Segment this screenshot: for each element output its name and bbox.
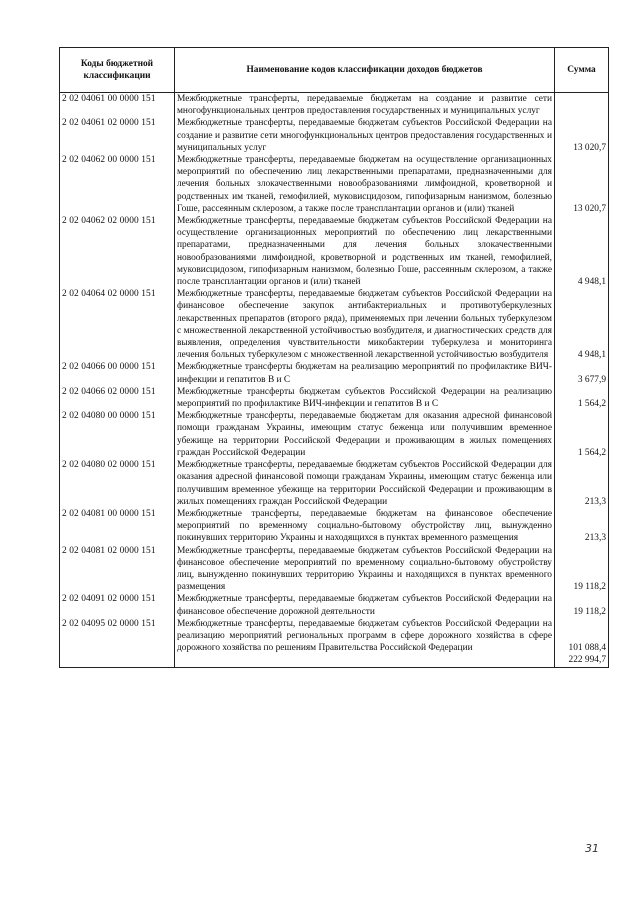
table-row xyxy=(60,288,609,361)
row-name: Межбюджетные трансферты, передаваемые бюджетам субъектов Российской Федерации на финансовое обеспечение дорожной деятельности xyxy=(175,593,555,617)
table-row xyxy=(60,154,609,215)
table-row xyxy=(60,361,609,385)
row-code: 2 02 04091 02 0000 151 xyxy=(60,593,175,617)
row-code: 2 02 04061 02 0000 151 xyxy=(60,117,175,154)
row-sum: 4 948,1 xyxy=(555,288,609,361)
row-sum: 4 948,1 xyxy=(555,215,609,288)
handwritten-page-number: 31 xyxy=(585,842,599,855)
row-sum: 19 118,2 xyxy=(555,545,609,594)
row-sum xyxy=(555,93,609,118)
table-row xyxy=(60,93,609,118)
row-code: 2 02 04066 02 0000 151 xyxy=(60,386,175,410)
row-code: 2 02 04062 02 0000 151 xyxy=(60,215,175,288)
header-code: Коды бюджетной классификации xyxy=(60,48,175,93)
row-code xyxy=(60,654,175,667)
header-sum: Сумма xyxy=(555,48,609,93)
row-code: 2 02 04081 00 0000 151 xyxy=(60,508,175,545)
row-code: 2 02 04080 02 0000 151 xyxy=(60,459,175,508)
row-name: Межбюджетные трансферты, передаваемые бюджетам субъектов Российской Федерации на реализацию мероприятий региональных программ в сфере дорожного хозяйства в сфере дорожного хозяйства по решениям Правительства Российской Федерации xyxy=(175,618,555,655)
table-row xyxy=(60,654,609,667)
row-sum: 19 118,2 xyxy=(555,593,609,617)
row-code: 2 02 04095 02 0000 151 xyxy=(60,618,175,655)
row-name: Межбюджетные трансферты бюджетам субъектов Российской Федерации на реализацию мероприятий по профилактике ВИЧ-инфекции и гепатитов В и С xyxy=(175,386,555,410)
row-code: 2 02 04066 00 0000 151 xyxy=(60,361,175,385)
header-name: Наименование кодов классификации доходов бюджетов xyxy=(175,48,555,93)
row-code: 2 02 04064 02 0000 151 xyxy=(60,288,175,361)
row-name: Межбюджетные трансферты, передаваемые бюджетам для оказания адресной финансовой помощи гражданам Украины, имеющим статус беженца или получившим временное убежище на территории Российской Федерации и проживающим в жилых помещениях граждан Российской Федерации xyxy=(175,410,555,459)
row-sum: 13 020,7 xyxy=(555,117,609,154)
row-sum: 13 020,7 xyxy=(555,154,609,215)
row-sum: 3 677,9 xyxy=(555,361,609,385)
row-name: Межбюджетные трансферты, передаваемые бюджетам субъектов Российской Федерации на осуществление организационных мероприятий по обеспечению лиц лекарственными препаратами, предназначенными для лечения больных злокачественными новообразованиями лимфоидной, кроветворной и родственных им тканей, гемофилией, муковисцидозом, гипофизарным нанизмом, болезнью Гоше, рассеянным склерозом, а также после трансплантации органов и (или) тканей xyxy=(175,215,555,288)
row-name: Межбюджетные трансферты, передаваемые бюджетам на создание и развитие сети многофункциональных центров предоставления государственных и муниципальных услуг xyxy=(175,93,555,118)
row-name: Межбюджетные трансферты, передаваемые бюджетам на осуществление организационных мероприятий по обеспечению лиц лекарственными препаратами, предназначенными для лечения больных злокачественными новообразованиями лимфоидной, кроветворной и родственных им тканей, гемофилией, муковисцидозом, гипофизарным нанизмом, болезнью Гоше, рассеянным склерозом, а также после трансплантации органов и (или) тканей xyxy=(175,154,555,215)
table-row xyxy=(60,117,609,154)
row-name: Межбюджетные трансферты, передаваемые бюджетам субъектов Российской Федерации на финансовое обеспечение мероприятий по временному социально-бытовому обустройству лиц, вынужденно покинувших территорию Украины и находящихся в пунктах временного размещения xyxy=(175,545,555,594)
row-name: Межбюджетные трансферты, передаваемые бюджетам на финансовое обеспечение мероприятий по временному социально-бытовому обустройству лиц, вынужденно покинувших территорию Украины и находящихся в пунктах временного размещения xyxy=(175,508,555,545)
row-code: 2 02 04061 00 0000 151 xyxy=(60,93,175,118)
row-sum: 1 564,2 xyxy=(555,410,609,459)
row-sum: 1 564,2 xyxy=(555,386,609,410)
table-row xyxy=(60,593,609,617)
row-sum: 213,3 xyxy=(555,508,609,545)
row-code: 2 02 04062 00 0000 151 xyxy=(60,154,175,215)
table-header-row xyxy=(60,48,609,93)
row-name: Межбюджетные трансферты, передаваемые бюджетам субъектов Российской Федерации для оказания адресной финансовой помощи гражданам Украины, имеющим статус беженца или получившим временное убежище на территории Российской Федерации и проживающим в жилых помещениях граждан Российской Федерации xyxy=(175,459,555,508)
row-name: Межбюджетные трансферты, передаваемые бюджетам субъектов Российской Федерации на финансовое обеспечение закупок антибактериальных и противотуберкулезных лекарственных препаратов (второго ряда), применяемых при лечении больных туберкулезом с множественной лекарственной устойчивостью возбудителя, и диагностических средств для выявления, определения чувствительности микобактерии туберкулеза и мониторинга лечения больных туберкулезом с множественной лекарственной устойчивостью возбудителя xyxy=(175,288,555,361)
table-row xyxy=(60,215,609,288)
table-row xyxy=(60,410,609,459)
row-sum: 222 994,7 xyxy=(555,654,609,667)
row-name: Межбюджетные трансферты, передаваемые бюджетам субъектов Российской Федерации на создание и развитие сети многофункциональных центров предоставления государственных и муниципальных услуг xyxy=(175,117,555,154)
table-row xyxy=(60,545,609,594)
row-code: 2 02 04080 00 0000 151 xyxy=(60,410,175,459)
row-sum: 101 088,4 xyxy=(555,618,609,655)
table-row xyxy=(60,508,609,545)
row-sum: 213,3 xyxy=(555,459,609,508)
budget-revenue-table xyxy=(59,47,609,668)
row-code: 2 02 04081 02 0000 151 xyxy=(60,545,175,594)
row-name: Межбюджетные трансферты бюджетам на реализацию мероприятий по профилактике ВИЧ-инфекции и гепатитов В и С xyxy=(175,361,555,385)
table-row xyxy=(60,618,609,655)
row-name xyxy=(175,654,555,667)
table-row xyxy=(60,459,609,508)
document-page xyxy=(59,47,608,668)
table-row xyxy=(60,386,609,410)
